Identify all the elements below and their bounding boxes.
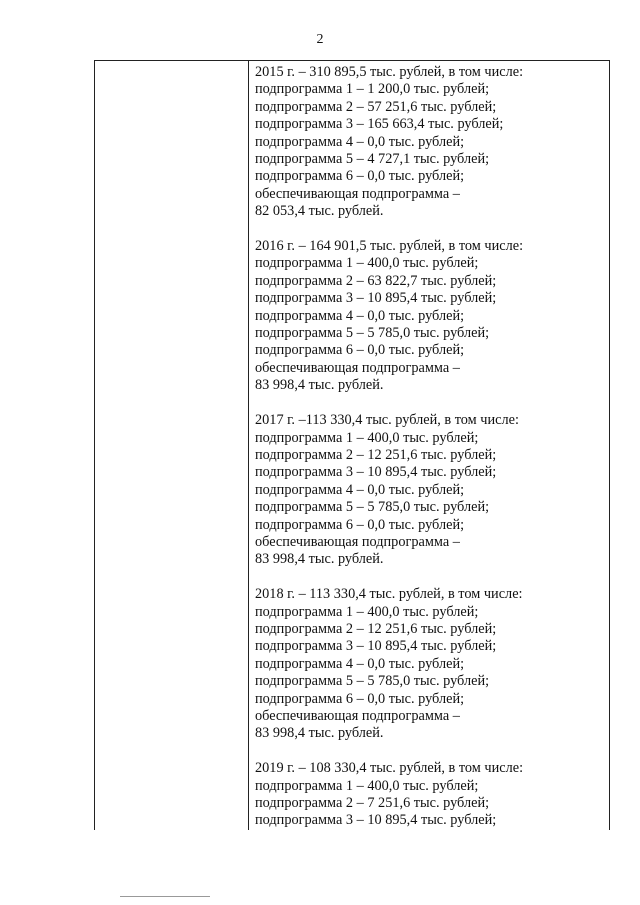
block-line: подпрограмма 1 – 1 200,0 тыс. рублей; (255, 81, 490, 98)
block-line: обеспечивающая подпрограмма – (255, 707, 460, 724)
block-line: 83 998,4 тыс. рублей. (255, 377, 384, 394)
block-line: подпрограмма 6 – 0,0 тыс. рублей; (255, 690, 465, 707)
block-line: 83 998,4 тыс. рублей. (255, 725, 384, 742)
block-line: подпрограмма 3 – 10 895,4 тыс. рублей; (255, 812, 497, 829)
block-line: подпрограмма 4 – 0,0 тыс. рублей; (255, 481, 465, 498)
block-line: подпрограмма 2 – 57 251,6 тыс. рублей; (255, 98, 497, 115)
block-line: обеспечивающая подпрограмма – (255, 533, 460, 550)
block-line: обеспечивающая подпрограмма – (255, 359, 460, 376)
block-line: подпрограмма 4 – 0,0 тыс. рублей; (255, 655, 465, 672)
year-block-2017 (255, 412, 609, 569)
block-line: подпрограмма 5 – 5 785,0 тыс. рублей; (255, 499, 490, 516)
block-line: 2016 г. – 164 901,5 тыс. рублей, в том числе: (255, 238, 524, 255)
table-left-cell (95, 61, 249, 830)
block-line: 2015 г. – 310 895,5 тыс. рублей, в том числе: (255, 64, 524, 80)
block-line: подпрограмма 5 – 5 785,0 тыс. рублей; (255, 673, 490, 690)
block-line: 2019 г. – 108 330,4 тыс. рублей, в том числе: (255, 760, 524, 777)
year-block-2018 (255, 586, 609, 743)
block-line: подпрограмма 6 – 0,0 тыс. рублей; (255, 516, 465, 533)
block-line: 82 053,4 тыс. рублей. (255, 203, 384, 220)
block-line: 83 998,4 тыс. рублей. (255, 551, 384, 568)
table-right-cell (249, 61, 609, 830)
year-block-2019 (255, 760, 609, 830)
block-line: подпрограмма 4 – 0,0 тыс. рублей; (255, 307, 465, 324)
block-line: подпрограмма 2 – 63 822,7 тыс. рублей; (255, 272, 497, 289)
block-line: подпрограмма 3 – 10 895,4 тыс. рублей; (255, 290, 497, 307)
block-line: подпрограмма 1 – 400,0 тыс. рублей; (255, 429, 479, 446)
block-line: подпрограмма 6 – 0,0 тыс. рублей; (255, 342, 465, 359)
year-block-2016 (255, 238, 609, 395)
block-line: обеспечивающая подпрограмма – (255, 185, 460, 202)
year-block-2015 (255, 64, 609, 221)
block-line: подпрограмма 2 – 12 251,6 тыс. рублей; (255, 446, 497, 463)
block-line: подпрограмма 1 – 400,0 тыс. рублей; (255, 777, 479, 794)
block-line: подпрограмма 5 – 5 785,0 тыс. рублей; (255, 325, 490, 342)
scan-footer-mark (120, 896, 210, 897)
block-line: подпрограмма 5 – 4 727,1 тыс. рублей; (255, 151, 490, 168)
block-line: подпрограмма 6 – 0,0 тыс. рублей; (255, 168, 465, 185)
block-line: подпрограмма 4 – 0,0 тыс. рублей; (255, 133, 465, 150)
block-line: подпрограмма 3 – 10 895,4 тыс. рублей; (255, 464, 497, 481)
block-line: подпрограмма 3 – 10 895,4 тыс. рублей; (255, 638, 497, 655)
block-line: 2017 г. –113 330,4 тыс. рублей, в том числе: (255, 412, 519, 429)
block-line: подпрограмма 3 – 165 663,4 тыс. рублей; (255, 116, 504, 133)
block-line: подпрограмма 2 – 7 251,6 тыс. рублей; (255, 795, 490, 811)
funding-table (94, 60, 610, 830)
page-number: 2 (316, 32, 324, 47)
block-line: подпрограмма 1 – 400,0 тыс. рублей; (255, 255, 479, 272)
block-line: подпрограмма 1 – 400,0 тыс. рублей; (255, 603, 479, 620)
block-line: 2018 г. – 113 330,4 тыс. рублей, в том числе: (255, 586, 523, 603)
block-line: подпрограмма 2 – 12 251,6 тыс. рублей; (255, 620, 497, 637)
